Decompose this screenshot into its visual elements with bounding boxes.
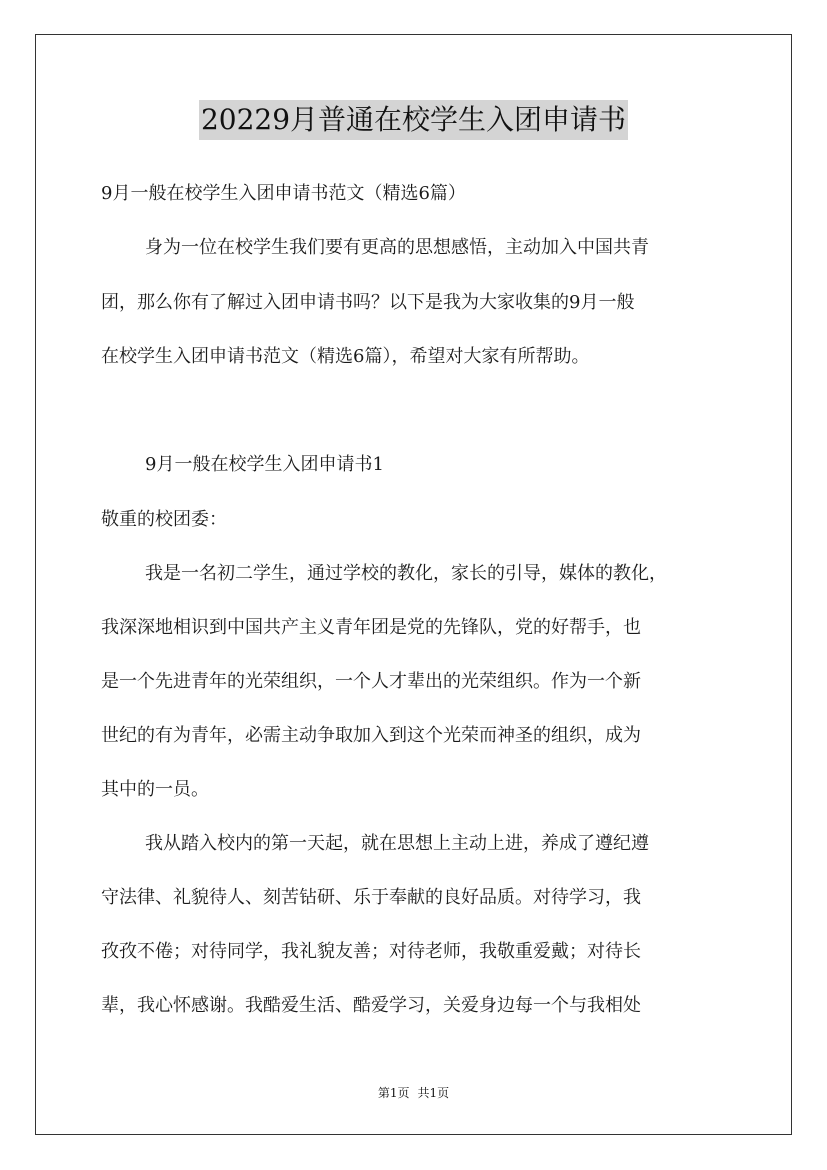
page-footer bbox=[0, 1085, 827, 1101]
paragraph-line: 我深深地相识到中国共产主义青年团是党的先锋队，党的好帮手，也 bbox=[101, 617, 641, 638]
document-title: 20229月普通在校学生入团申请书 bbox=[199, 100, 628, 140]
paragraph-line: 其中的一员。 bbox=[101, 779, 209, 800]
paragraph-line: 世纪的有为青年，必需主动争取加入到这个光荣而神圣的组织，成为 bbox=[101, 725, 641, 746]
page-total: 共1页 bbox=[417, 1086, 450, 1100]
paragraph-line: 我是一名初二学生，通过学校的教化，家长的引导，媒体的教化， bbox=[145, 563, 667, 584]
paragraph-line: 是一个先进青年的光荣组织，一个人才辈出的光荣组织。作为一个新 bbox=[101, 671, 641, 692]
title-container bbox=[0, 100, 827, 140]
section-heading: 9月一般在校学生入团申请书1 bbox=[145, 454, 384, 475]
intro-line: 团，那么你有了解过入团申请书吗？以下是我为大家收集的9月一般 bbox=[101, 292, 635, 313]
paragraph-line: 守法律、礼貌待人、刻苦钻研、乐于奉献的良好品质。对待学习，我 bbox=[101, 887, 641, 908]
salutation: 敬重的校团委： bbox=[101, 509, 227, 530]
intro-line: 身为一位在校学生我们要有更高的思想感悟，主动加入中国共青 bbox=[145, 237, 649, 258]
paragraph-line: 孜孜不倦；对待同学，我礼貌友善；对待老师，我敬重爱戴；对待长 bbox=[101, 941, 641, 962]
page-number: 第1页 bbox=[377, 1086, 410, 1100]
document-subtitle: 9月一般在校学生入团申请书范文（精选6篇） bbox=[101, 183, 466, 204]
intro-line: 在校学生入团申请书范文（精选6篇），希望对大家有所帮助。 bbox=[101, 346, 590, 367]
paragraph-line: 我从踏入校内的第一天起，就在思想上主动上进，养成了遵纪遵 bbox=[145, 833, 649, 854]
paragraph-line: 辈，我心怀感谢。我酷爱生活、酷爱学习，关爱身边每一个与我相处 bbox=[101, 995, 641, 1016]
